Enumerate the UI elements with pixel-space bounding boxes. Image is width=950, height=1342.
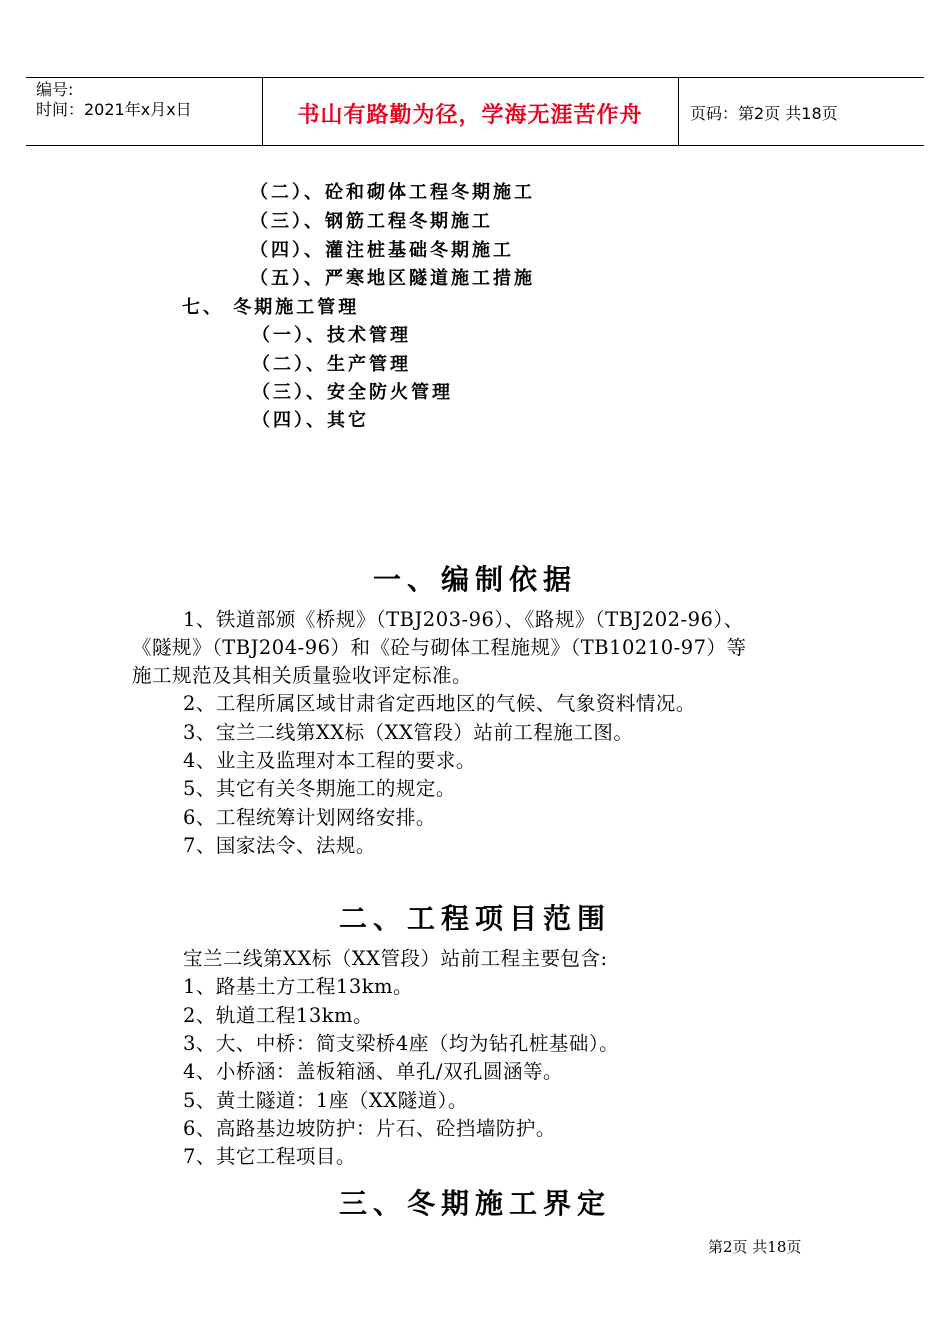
paragraph-line: 6、高路基边坡防护：片石、砼挡墙防护。	[183, 1117, 556, 1140]
toc-item: （三）、钢筋工程冬期施工	[250, 211, 493, 232]
paragraph-line: 2、工程所属区域甘肃省定西地区的气候、气象资料情况。	[183, 692, 696, 715]
paragraph-line: 6、工程统筹计划网络安排。	[183, 806, 436, 829]
paragraph-line: 5、黄土隧道：1座（XX隧道）。	[183, 1089, 468, 1112]
paragraph-line: 4、小桥涵：盖板箱涵、单孔/双孔圆涵等。	[183, 1060, 563, 1083]
header-divider-right	[678, 77, 679, 145]
section-title-winter-definition: 三、冬期施工界定	[338, 1187, 611, 1220]
paragraph-line: 7、国家法令、法规。	[183, 834, 376, 857]
header-motto: 书山有路勤为径，学海无涯苦作舟	[297, 103, 643, 128]
paragraph-line: 4、业主及监理对本工程的要求。	[183, 749, 476, 772]
toc-item: （四）、其它	[252, 410, 369, 431]
section-title-basis: 一、编制依据	[372, 563, 577, 596]
paragraph-line: 3、宝兰二线第XX标（XX管段）站前工程施工图。	[183, 721, 634, 744]
page-footer: 第2页 共18页	[708, 1238, 802, 1256]
paragraph-line: 3、大、中桥：简支梁桥4座（均为钻孔桩基础）。	[183, 1032, 620, 1055]
paragraph-line: 施工规范及其相关质量验收评定标准。	[132, 664, 473, 687]
paragraph-line: 宝兰二线第XX标（XX管段）站前工程主要包含:	[183, 947, 608, 970]
toc-item: （一）、技术管理	[252, 325, 411, 346]
paragraph-line: 1、铁道部颁《桥规》（TBJ203-96）、《路规》（TBJ202-96）、	[183, 608, 744, 631]
header-top-rule	[26, 77, 924, 78]
paragraph-line: 5、其它有关冬期施工的规定。	[183, 777, 456, 800]
paragraph-line: 2、轨道工程13km。	[183, 1004, 374, 1027]
header-left-info	[36, 80, 192, 120]
toc-item: （二）、生产管理	[252, 354, 411, 375]
toc-item: 七、 冬期施工管理	[182, 297, 360, 318]
toc-item: （二）、砼和砌体工程冬期施工	[250, 182, 535, 203]
time-label: 时间：2021年x月x日	[36, 100, 192, 119]
toc-item: （四）、灌注桩基础冬期施工	[250, 240, 514, 261]
toc-item: （三）、安全防火管理	[252, 382, 453, 403]
doc-number-label: 编号:	[36, 80, 74, 99]
paragraph-line: 1、路基土方工程13km。	[183, 975, 414, 998]
header-page-info: 页码：第2页 共18页	[690, 104, 838, 123]
toc-item: （五）、严寒地区隧道施工措施	[250, 268, 535, 289]
section-title-scope: 二、工程项目范围	[338, 902, 611, 935]
header-bottom-rule	[26, 145, 924, 146]
paragraph-line: 7、其它工程项目。	[183, 1145, 356, 1168]
paragraph-line: 《隧规》（TBJ204-96）和《砼与砌体工程施规》（TB10210-97）等	[132, 636, 747, 659]
